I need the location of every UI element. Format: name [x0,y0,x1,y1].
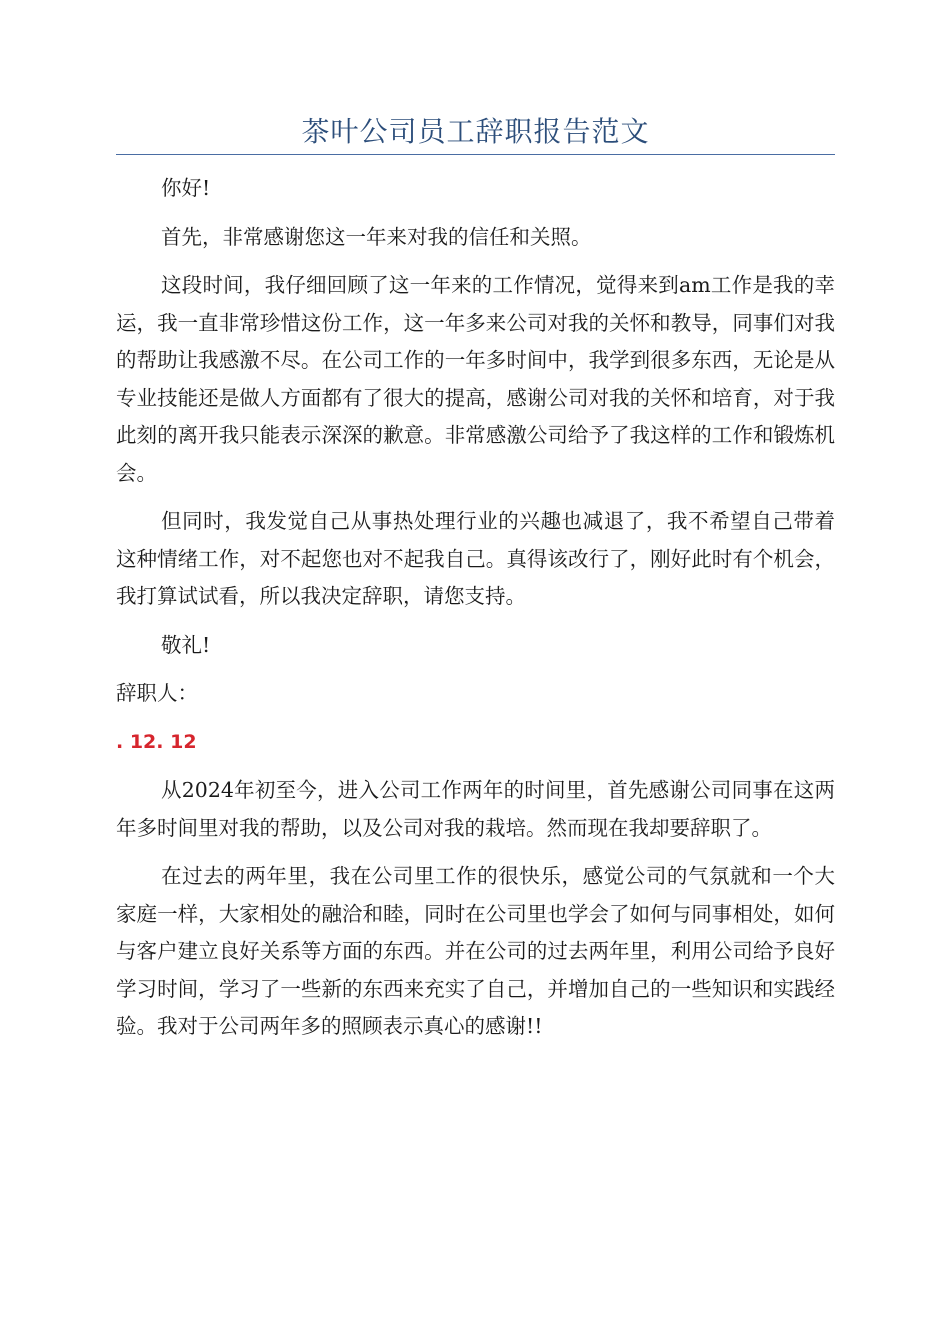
document-body [116,170,835,1057]
paragraph-review: 这段时间，我仔细回顾了这一年来的工作情况，觉得来到am工作是我的幸运，我一直非常珍惜这份工作，这一年多来公司对我的关怀和教导，同事们对我的帮助让我感激不尽。在公司工作的一年多时间中，我学到很多东西，无论是从专业技能还是做人方面都有了很大的提高，感谢公司对我的关怀和培育，对于我此刻的离开我只能表示深深的歉意。非常感激公司给予了我这样的工作和锻炼机会。 [116,273,835,485]
closing-salute: 敬礼! [161,632,211,657]
greeting: 你好! [161,176,211,200]
signature-label: 辞职人： [116,681,198,705]
paragraph-thanks: 首先，非常感谢您这一年来对我的信任和关照。 [161,224,592,249]
paragraph-intro-2: 从2024年初至今，进入公司工作两年的时间里，首先感谢公司同事在这两年多时间里对我的帮助，以及公司对我的栽培。然而现在我却要辞职了。 [116,778,835,840]
title-underline [116,154,835,155]
paragraph-gratitude-2: 在过去的两年里，我在公司里工作的很快乐，感觉公司的气氛就和一个大家庭一样，大家相处的融洽和睦，同时在公司里也学会了如何与同事相处，如何与客户建立良好关系等方面的东西。并在公司的过去两年里，利用公司给予良好学习时间，学习了一些新的东西来充实了自己，并增加自己的一些知识和实践经验。我对于公司两年多的照顾表示真心的感谢!! [116,864,835,1038]
paragraph-reason: 但同时，我发觉自己从事热处理行业的兴趣也减退了，我不希望自己带着这种情绪工作，对不起您也对不起我自己。真得该改行了，刚好此时有个机会，我打算试试看，所以我决定辞职，请您支持。 [116,509,835,608]
date-line: . 12. 12 [116,730,197,753]
document-title: 茶叶公司员工辞职报告范文 [301,115,650,148]
